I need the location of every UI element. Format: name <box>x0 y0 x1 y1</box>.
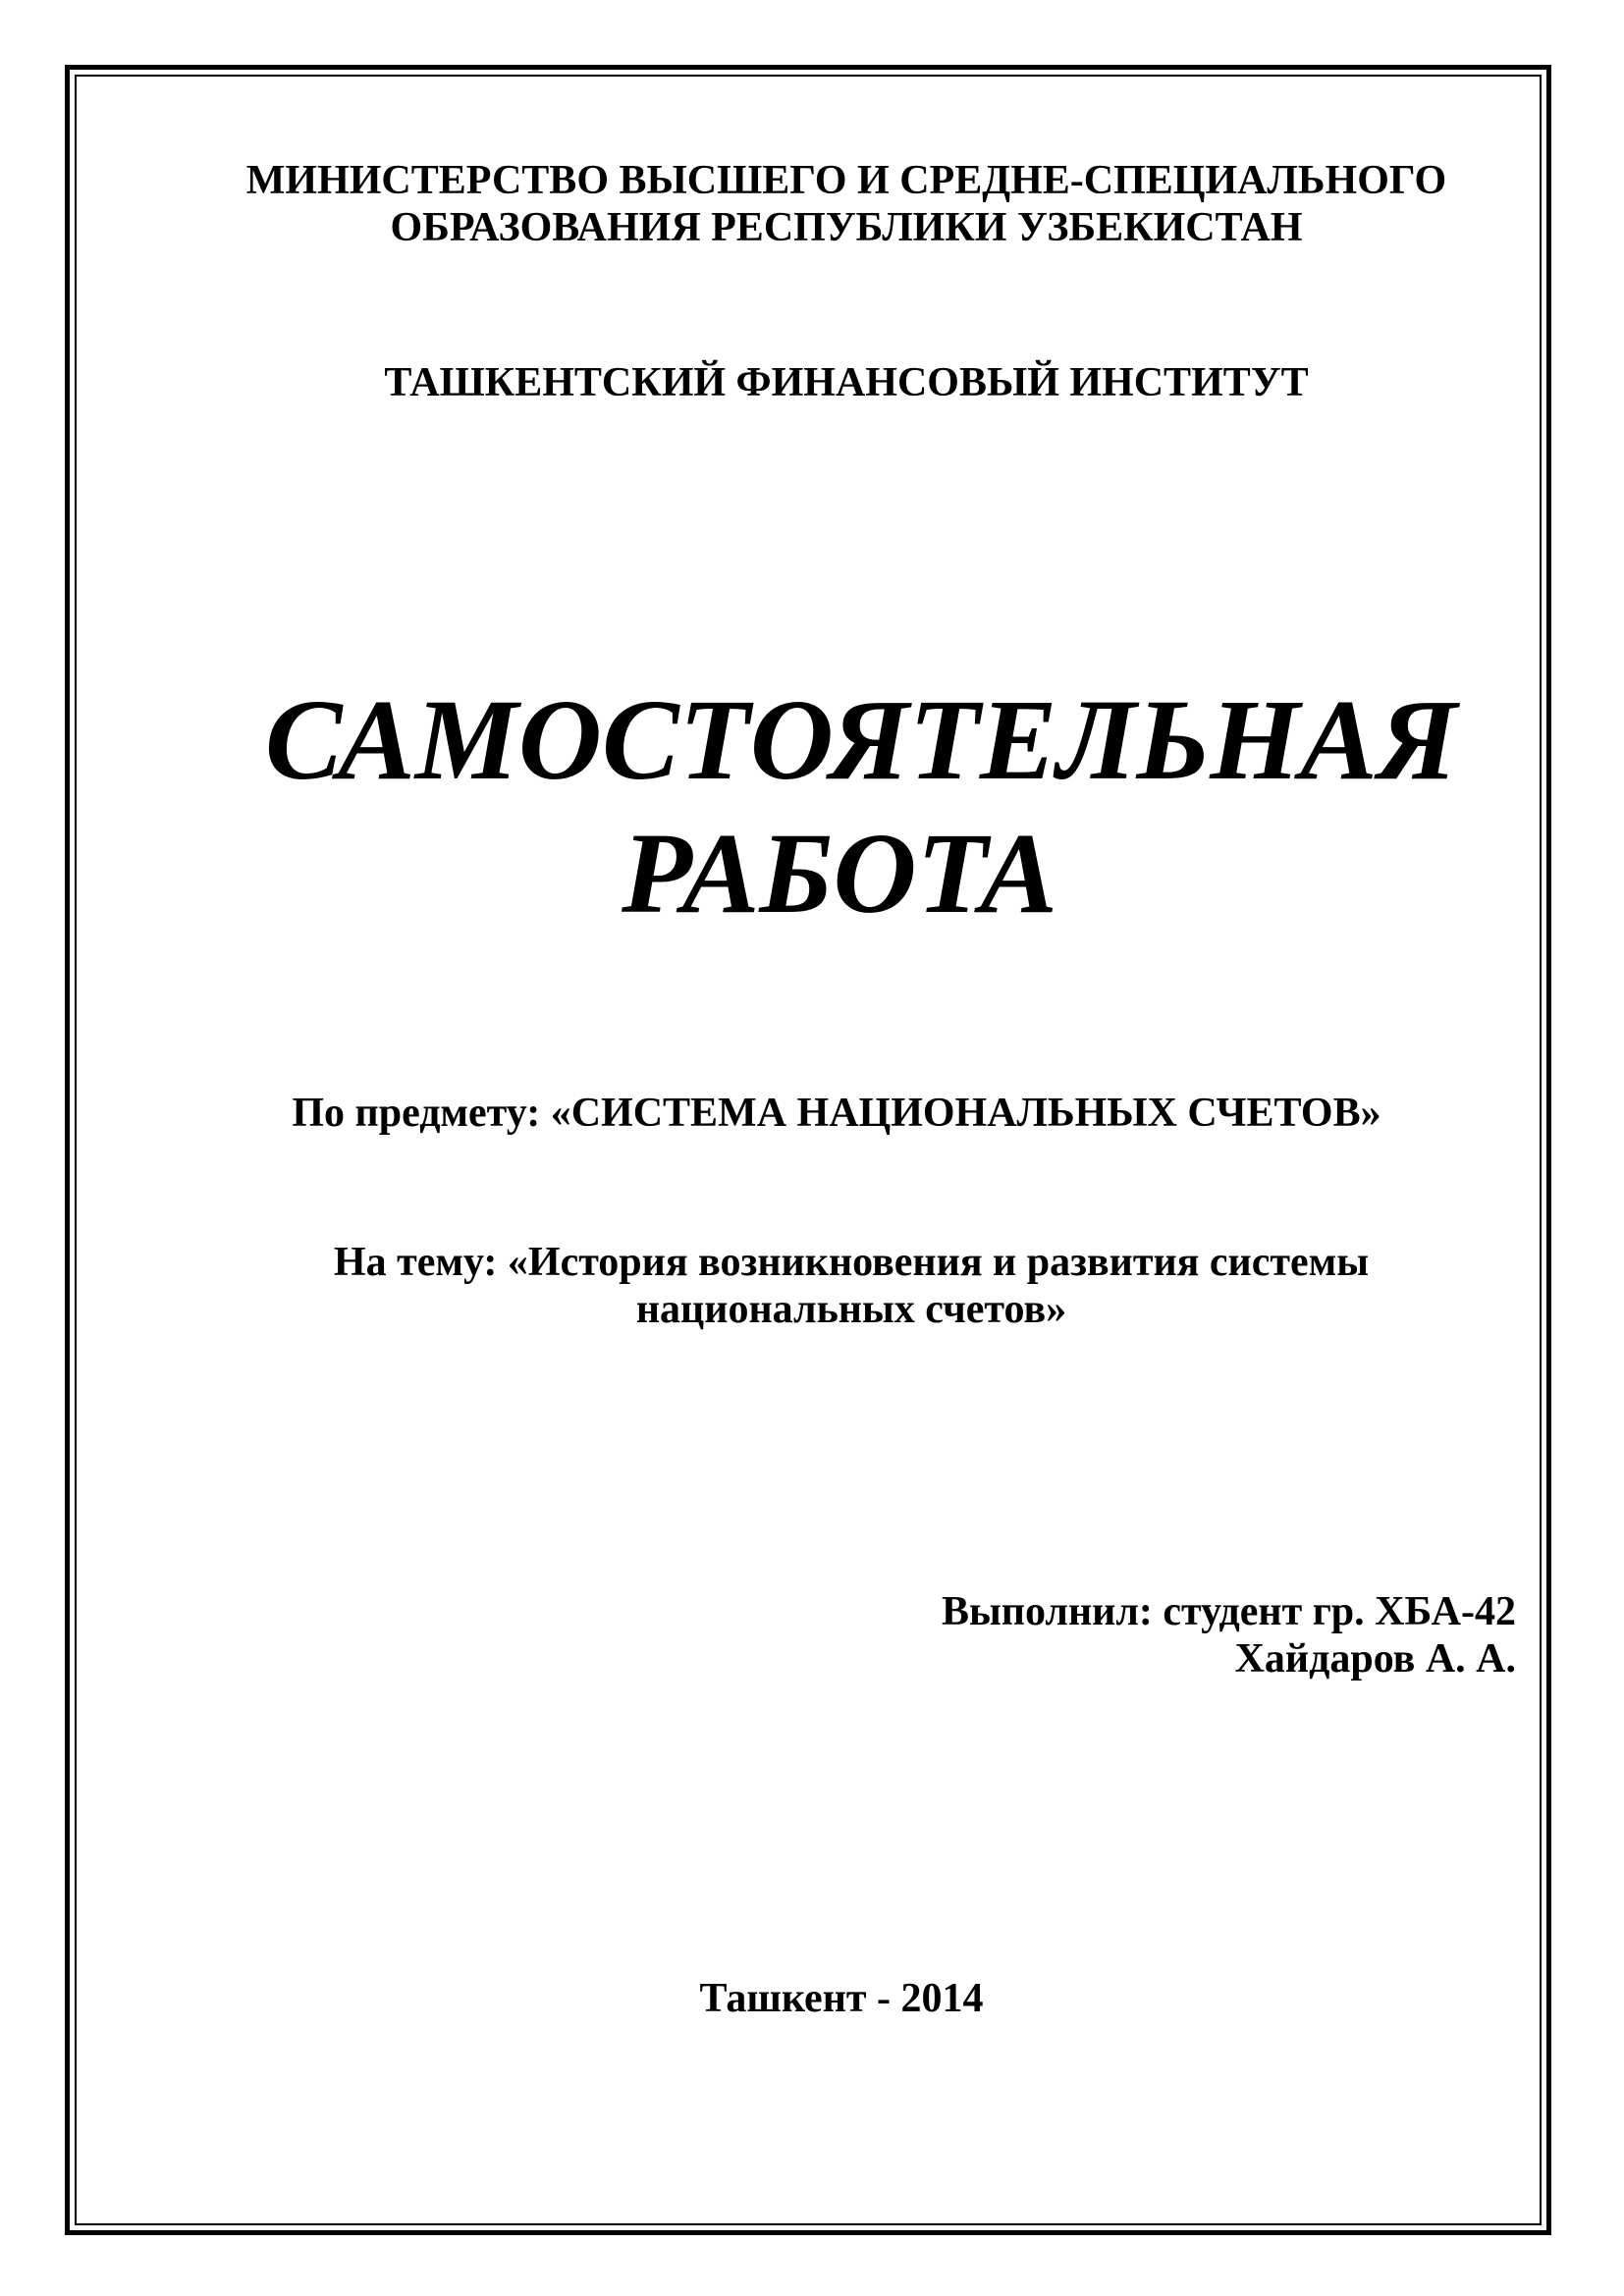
topic-line1: На тему: «История возникновения и развития системы <box>333 1240 1370 1285</box>
author-name: Хайдаров А. А. <box>1234 1636 1516 1682</box>
topic-line2: национальных счетов» <box>635 1287 1067 1332</box>
document-title-line2: РАБОТА <box>622 809 1057 937</box>
subject-line: По предмету: «СИСТЕМА НАЦИОНАЛЬНЫХ СЧЕТОВ» <box>292 1091 1381 1136</box>
document-title-line1: САМОСТОЯТЕЛЬНАЯ <box>264 675 1458 804</box>
author-group: Выполнил: студент гр. ХБА-42 <box>941 1589 1516 1634</box>
city-year: Ташкент - 2014 <box>699 1976 984 2021</box>
institute-name: ТАШКЕНТСКИЙ ФИНАНСОВЫЙ ИНСТИТУТ <box>384 360 1309 405</box>
ministry-name-line2: ОБРАЗОВАНИЯ РЕСПУБЛИКИ УЗБЕКИСТАН <box>390 205 1303 250</box>
ministry-name-line1: МИНИСТЕРСТВО ВЫСШЕГО И СРЕДНЕ-СПЕЦИАЛЬНОГО <box>245 158 1447 203</box>
